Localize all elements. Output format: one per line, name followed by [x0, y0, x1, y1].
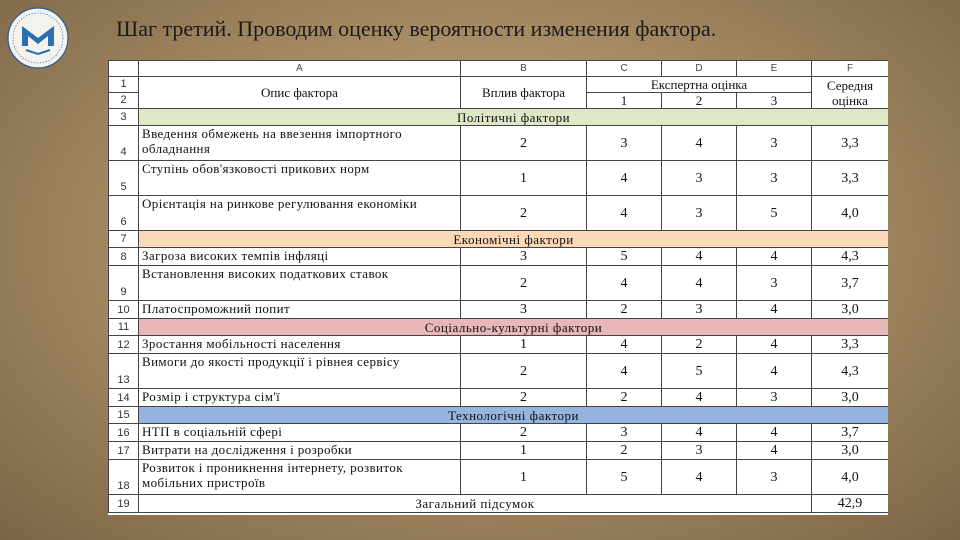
row-number[interactable]: 11 — [109, 319, 139, 336]
factor-description[interactable]: Встановлення високих податкових ставок — [139, 266, 461, 301]
expert-1-cell[interactable]: 4 — [587, 196, 662, 231]
column-letter[interactable]: F — [812, 61, 889, 77]
average-cell[interactable]: 3,3 — [812, 161, 889, 196]
row-number[interactable]: 8 — [109, 248, 139, 266]
total-row — [109, 495, 889, 513]
average-cell[interactable]: 3,0 — [812, 301, 889, 319]
column-letter[interactable]: B — [461, 61, 587, 77]
influence-cell[interactable]: 2 — [461, 389, 587, 407]
average-cell[interactable]: 3,7 — [812, 424, 889, 442]
expert-3-cell[interactable]: 4 — [737, 442, 812, 460]
expert-3-cell[interactable]: 4 — [737, 336, 812, 354]
average-cell[interactable]: 4,3 — [812, 248, 889, 266]
factor-description[interactable]: Введення обмежень на ввезення імпортного обладнання — [139, 126, 461, 161]
header-row-1 — [109, 77, 889, 93]
influence-cell[interactable]: 1 — [461, 460, 587, 495]
factor-row — [109, 301, 889, 319]
expert-1-cell[interactable]: 4 — [587, 266, 662, 301]
factor-description[interactable]: Зростання мобільності населення — [139, 336, 461, 354]
expert-2-cell[interactable]: 4 — [662, 126, 737, 161]
expert-1-cell[interactable]: 2 — [587, 301, 662, 319]
factor-row — [109, 354, 889, 389]
row-number[interactable]: 15 — [109, 407, 139, 424]
row-number[interactable]: 7 — [109, 231, 139, 248]
expert-3-cell[interactable]: 3 — [737, 389, 812, 407]
factor-row — [109, 248, 889, 266]
row-number[interactable]: 10 — [109, 301, 139, 319]
category-label[interactable]: Технологічні фактори — [139, 407, 889, 424]
expert-2-cell[interactable]: 3 — [662, 301, 737, 319]
average-cell[interactable]: 4,3 — [812, 354, 889, 389]
category-row — [109, 407, 889, 424]
total-label[interactable]: Загальний підсумок — [139, 495, 812, 513]
influence-cell[interactable]: 2 — [461, 196, 587, 231]
category-row — [109, 319, 889, 336]
influence-cell[interactable]: 3 — [461, 248, 587, 266]
factor-table — [108, 60, 888, 513]
row-number[interactable]: 17 — [109, 442, 139, 460]
row-number[interactable]: 5 — [109, 161, 139, 196]
factor-row — [109, 266, 889, 301]
factor-row — [109, 196, 889, 231]
expert-2-cell[interactable]: 2 — [662, 336, 737, 354]
expert-2-cell[interactable]: 4 — [662, 248, 737, 266]
row-number[interactable]: 4 — [109, 126, 139, 161]
expert-3-cell[interactable]: 3 — [737, 266, 812, 301]
header-average[interactable]: Середня оцінка — [812, 77, 889, 109]
header-expert-rating[interactable]: Експертна оцінка — [587, 77, 812, 93]
influence-cell[interactable]: 1 — [461, 442, 587, 460]
average-cell[interactable]: 4,0 — [812, 460, 889, 495]
factor-row — [109, 460, 889, 495]
factor-description[interactable]: Розвиток і проникнення інтернету, розвиток мобільних пристроїв — [139, 460, 461, 495]
header-description[interactable]: Опис фактора — [139, 77, 461, 109]
expert-3-cell[interactable]: 4 — [737, 301, 812, 319]
influence-cell[interactable]: 1 — [461, 161, 587, 196]
column-letter[interactable]: C — [587, 61, 662, 77]
row-number[interactable]: 9 — [109, 266, 139, 301]
header-expert-1[interactable]: 1 — [587, 93, 662, 109]
expert-1-cell[interactable]: 4 — [587, 354, 662, 389]
expert-1-cell[interactable]: 4 — [587, 161, 662, 196]
expert-3-cell[interactable]: 4 — [737, 354, 812, 389]
expert-2-cell[interactable]: 4 — [662, 424, 737, 442]
row-number[interactable]: 18 — [109, 460, 139, 495]
influence-cell[interactable]: 2 — [461, 424, 587, 442]
influence-cell[interactable]: 2 — [461, 126, 587, 161]
influence-cell[interactable]: 1 — [461, 336, 587, 354]
average-cell[interactable]: 3,3 — [812, 126, 889, 161]
column-header-row — [109, 61, 889, 77]
column-letter[interactable]: A — [139, 61, 461, 77]
category-label[interactable]: Політичні фактори — [139, 109, 889, 126]
header-influence[interactable]: Вплив фактора — [461, 77, 587, 109]
influence-cell[interactable]: 2 — [461, 266, 587, 301]
category-label[interactable]: Економічні фактори — [139, 231, 889, 248]
factor-row — [109, 442, 889, 460]
expert-1-cell[interactable]: 3 — [587, 126, 662, 161]
factor-row — [109, 161, 889, 196]
influence-cell[interactable]: 3 — [461, 301, 587, 319]
expert-2-cell[interactable]: 3 — [662, 196, 737, 231]
header-expert-2[interactable]: 2 — [662, 93, 737, 109]
expert-2-cell[interactable]: 4 — [662, 266, 737, 301]
factor-row — [109, 336, 889, 354]
expert-3-cell[interactable]: 3 — [737, 460, 812, 495]
row-number[interactable]: 13 — [109, 354, 139, 389]
expert-3-cell[interactable]: 3 — [737, 161, 812, 196]
category-row — [109, 231, 889, 248]
slide-title: Шаг третий. Проводим оценку вероятности изменения фактора. — [116, 16, 717, 41]
factor-description[interactable]: Ступінь обов'язковості прикових норм — [139, 161, 461, 196]
expert-1-cell[interactable]: 5 — [587, 460, 662, 495]
expert-1-cell[interactable]: 4 — [587, 336, 662, 354]
row-number[interactable]: 2 — [109, 93, 139, 109]
column-letter[interactable]: E — [737, 61, 812, 77]
row-number[interactable]: 1 — [109, 77, 139, 93]
expert-3-cell[interactable]: 4 — [737, 424, 812, 442]
spreadsheet — [108, 60, 888, 515]
expert-1-cell[interactable]: 3 — [587, 424, 662, 442]
university-logo — [6, 6, 70, 70]
factor-row — [109, 126, 889, 161]
factor-description[interactable]: Орієнтація на ринкове регулювання економіки — [139, 196, 461, 231]
factor-description[interactable]: Вимоги до якості продукції і рівнея сервісу — [139, 354, 461, 389]
average-cell[interactable]: 3,3 — [812, 336, 889, 354]
corner-cell — [109, 61, 139, 77]
expert-3-cell[interactable]: 3 — [737, 126, 812, 161]
expert-2-cell[interactable]: 5 — [662, 354, 737, 389]
average-cell[interactable]: 4,0 — [812, 196, 889, 231]
row-number[interactable]: 14 — [109, 389, 139, 407]
category-row — [109, 109, 889, 126]
row-number[interactable]: 3 — [109, 109, 139, 126]
expert-2-cell[interactable]: 3 — [662, 161, 737, 196]
row-number[interactable]: 19 — [109, 495, 139, 513]
total-value[interactable]: 42,9 — [812, 495, 889, 513]
expert-1-cell[interactable]: 2 — [587, 442, 662, 460]
row-number[interactable]: 12 — [109, 336, 139, 354]
expert-1-cell[interactable]: 2 — [587, 389, 662, 407]
average-cell[interactable]: 3,0 — [812, 442, 889, 460]
expert-2-cell[interactable]: 3 — [662, 442, 737, 460]
factor-description[interactable]: Розмір і структура сім'ї — [139, 389, 461, 407]
column-letter[interactable]: D — [662, 61, 737, 77]
category-label[interactable]: Соціально-культурні фактори — [139, 319, 889, 336]
influence-cell[interactable]: 2 — [461, 354, 587, 389]
expert-2-cell[interactable]: 4 — [662, 389, 737, 407]
expert-2-cell[interactable]: 4 — [662, 460, 737, 495]
average-cell[interactable]: 3,7 — [812, 266, 889, 301]
factor-description[interactable]: НТП в соціальній сфері — [139, 424, 461, 442]
factor-description[interactable]: Платоспроможний попит — [139, 301, 461, 319]
factor-row — [109, 389, 889, 407]
average-cell[interactable]: 3,0 — [812, 389, 889, 407]
factor-description[interactable]: Загроза високих темпів інфляці — [139, 248, 461, 266]
expert-1-cell[interactable]: 5 — [587, 248, 662, 266]
factor-description[interactable]: Витрати на дослідження і розробки — [139, 442, 461, 460]
header-expert-3[interactable]: 3 — [737, 93, 812, 109]
row-number[interactable]: 16 — [109, 424, 139, 442]
row-number[interactable]: 6 — [109, 196, 139, 231]
expert-3-cell[interactable]: 4 — [737, 248, 812, 266]
expert-3-cell[interactable]: 5 — [737, 196, 812, 231]
factor-row — [109, 424, 889, 442]
